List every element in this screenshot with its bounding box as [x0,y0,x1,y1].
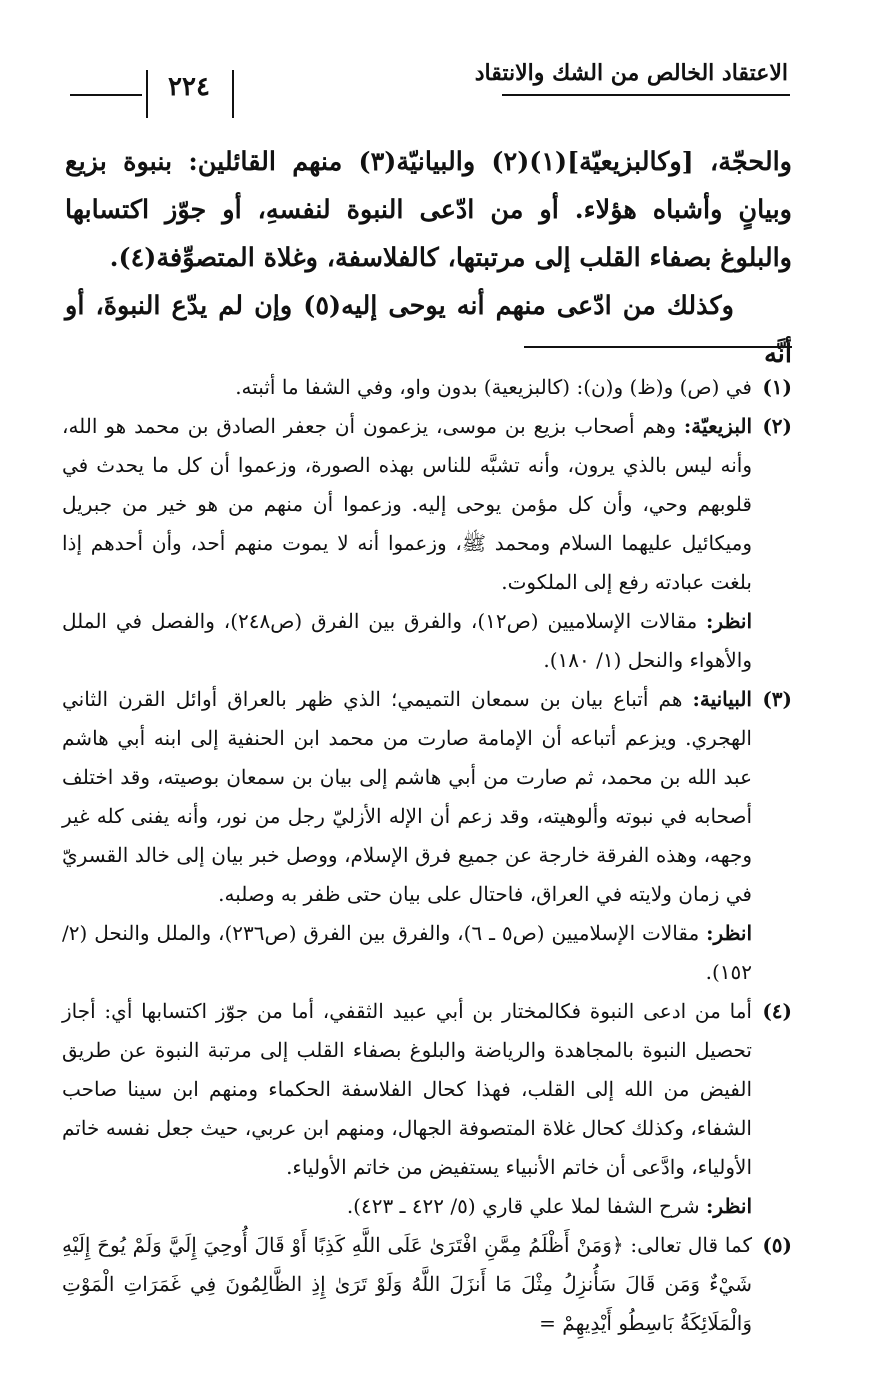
footnote-paragraph [62,1226,752,1343]
footnote [62,992,792,1226]
footnote [62,368,792,407]
reference-label: انظر: [706,1194,752,1218]
footnote-number: (٢) [762,414,792,438]
reference-label: انظر: [706,609,752,633]
footnote-text: هم أتباع بيان بن سمعان التميمي؛ الذي ظهر بالعراق أوائل القرن الثاني الهجري. ويزعم أتباعه أن الإمامة صارت من محمد ابن الحنفية إلى ابنه أبي هاشم عبد الله بن محمد، ثم صارت من أبي هاشم إلى بيان بن سمعان بوصيته، وقد اختلف أصحابه في نبوته وألوهيته، وقد زعم أن الإله الأزليّ رجل من نور، وأنه يفنى كله غير وجهه، وهذه الفرقة خارجة عن جميع فرق الإسلام، ووصل خبر بيان إلى خالد القسريّ في زمان ولايته في العراق، فاحتال على بيان حتى ظفر به وصلبه. [62,687,752,906]
footnote-paragraph [62,680,752,914]
footnote-body [62,992,752,1226]
page-header [70,52,790,108]
header-rule [70,94,142,96]
footnote-text: أما من ادعى النبوة فكالمختار بن أبي عبيد الثقفي، أما من جوّز اكتسابها أي: أجاز تحصيل النبوة بالمجاهدة والرياضة والبلوغ بصفاء القلب إلى مرتبة النبوة عن طريق الفيض من الله إلى القلب، فهذا كحال الفلاسفة الحكماء ومنهم ابن سينا صاحب الشفاء، وكذلك كحال غلاة المتصوفة الجهال، ومنهم ابن عربي، حيث جعل نفسه خاتم الأولياء، وادَّعى أن خاتم الأنبياء يستفيض من خاتم الأولياء. [62,999,752,1179]
page-number: ٢٢٤ [168,72,210,102]
footnote-term: البيانية: [692,687,752,711]
footnote-term: البزيعيّة: [683,414,752,438]
header-separator [232,70,234,118]
footnote [62,680,792,992]
footnote-body [62,680,752,992]
main-text [65,138,792,378]
footnote-text: مقالات الإسلاميين (ص١٢)، والفرق بين الفرق (ص٢٤٨)، والفصل في الملل والأهواء والنحل (١/ ١٨٠). [62,609,752,672]
reference-label: انظر: [706,921,753,945]
footnote-number: (٣) [762,687,792,711]
footnote-separator [524,346,792,348]
running-title: الاعتقاد الخالص من الشك والانتقاد [474,60,788,86]
footnote-body [62,407,752,680]
footnote-text: وهم أصحاب بزيع بن موسى، يزعمون أن جعفر الصادق بن محمد هو الله، وأنه ليس بالذي يرون، وأنه تشبَّه للناس بهذه الصورة، وزعموا أن كل ما يحدث في قلوبهم وحي، وأن كل مؤمن يوحى إليه. وزعموا أن منهم من هو خير من جبريل وميكائيل عليهما السلام ومحمد ﷺ، وزعموا أنه لا يموت منهم أحد، وأن أحدهم إذا بلغت عبادته رفع إلى الملكوت. [62,414,752,594]
footnote-paragraph [62,992,752,1187]
footnote-paragraph [62,407,752,602]
footnote [62,407,792,680]
footnote-text: في (ص) و(ظ) و(ن): (كالبزيعية) بدون واو، وفي الشفا ما أثبته. [235,375,752,399]
body-paragraph: وكذلك من ادّعى منهم أنه يوحى إليه(٥) وإن لم يدّع النبوةَ، أو أنَّه [65,291,792,369]
footnote-paragraph [62,602,752,680]
footnote-number: (٤) [762,999,792,1023]
footnotes [62,368,792,1343]
footnote-paragraph [62,1187,752,1226]
footnote-body [62,368,752,407]
footnote-number: (١) [762,375,792,399]
footnote-text: شرح الشفا لملا علي قاري (٥/ ٤٢٢ ـ ٤٢٣). [346,1194,707,1218]
footnote-text: مقالات الإسلاميين (ص٥ ـ ٦)، والفرق بين الفرق (ص٢٣٦)، والملل والنحل (٢/ ١٥٢). [62,921,752,984]
footnote-body [62,1226,752,1343]
body-paragraph: والحجّة، [وكالبزيعيّة](١)(٢) والبيانيّة(٣) منهم القائلين: بنبوة بزيع وبيانٍ وأشباه هؤلاء. أو من ادّعى النبوة لنفسهِ، أو جوّز اكتسابها والبلوغ بصفاء القلب إلى مرتبتها، كالفلاسفة، وغلاة المتصوِّفة(٤). [65,147,792,273]
footnote-number: (٥) [762,1233,792,1257]
header-rule [502,94,790,96]
footnote-paragraph [62,914,752,992]
header-separator [146,70,148,118]
footnote [62,1226,792,1343]
footnote-text: كما قال تعالى: ﴿وَمَنْ أَظْلَمُ مِمَّنِ افْتَرَىٰ عَلَى اللَّهِ كَذِبًا أَوْ قَالَ أُوحِيَ إِلَيَّ وَلَمْ يُوحَ إِلَيْهِ شَيْءٌ وَمَن قَالَ سَأُنزِلُ مِثْلَ مَا أَنزَلَ اللَّهُ وَلَوْ تَرَىٰ إِذِ الظَّالِمُونَ فِي غَمَرَاتِ الْمَوْتِ وَالْمَلَائِكَةُ بَاسِطُو أَيْدِيهِمْ = [62,1233,752,1335]
footnote-paragraph [62,368,752,407]
